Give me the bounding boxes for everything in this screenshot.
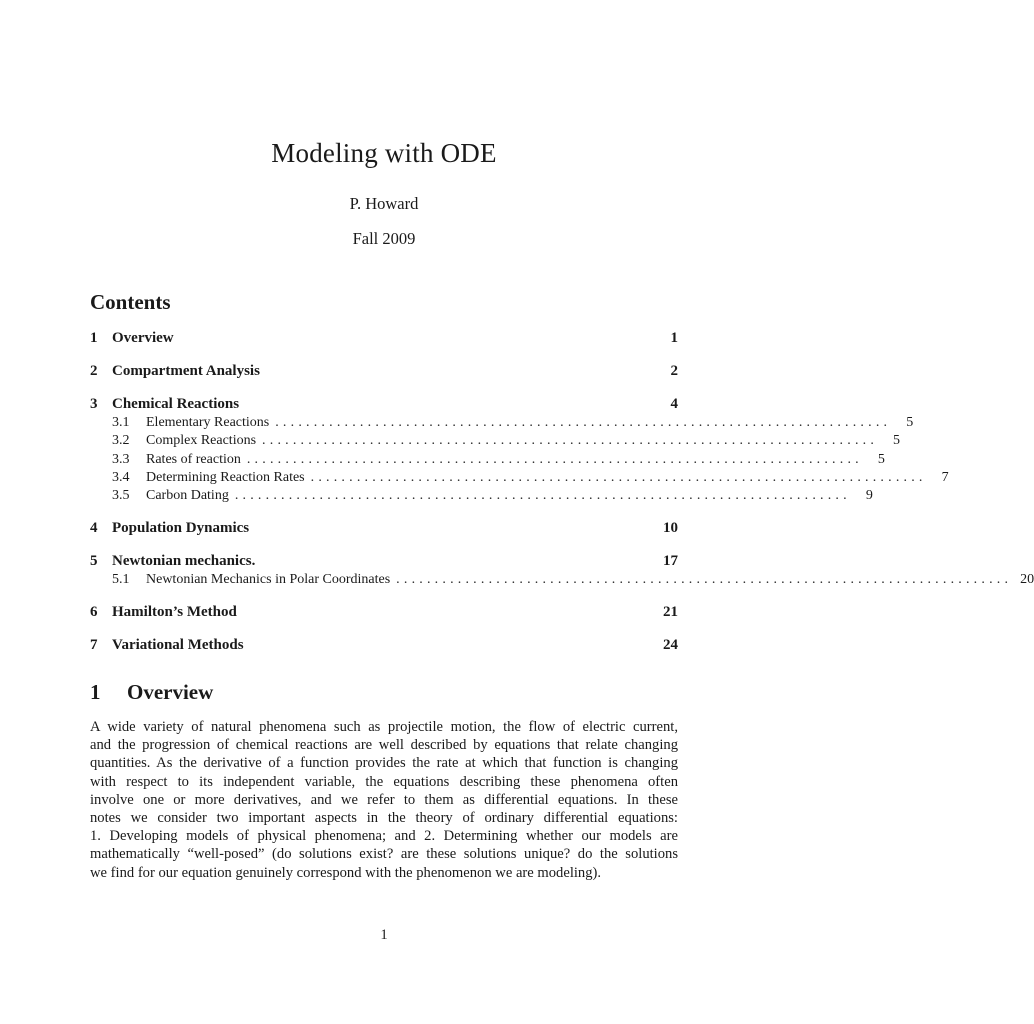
- section-body: [90, 718, 678, 882]
- toc-entry-label: Compartment Analysis: [112, 363, 260, 379]
- paragraph-line: quantities. As the derivative of a function provides the rate at which that function is changing: [90, 755, 678, 772]
- toc-entry-page: 1: [670, 330, 678, 346]
- document-date: Fall 2009: [352, 229, 416, 248]
- toc-entry-number: 3.2: [112, 433, 130, 449]
- toc-leader-dots: ................................................................................: [310, 469, 927, 485]
- toc-entry[interactable]: [90, 415, 914, 435]
- toc-entry[interactable]: [90, 433, 901, 453]
- toc-entry[interactable]: [90, 572, 1034, 592]
- toc-leader-dots: ................................................................................: [396, 572, 1013, 588]
- toc-entry-label: Overview: [112, 330, 174, 346]
- paragraph-line: 1. Developing models of physical phenomena; and 2. Determining whether our models are: [90, 828, 678, 845]
- toc-entry-label: Elementary Reactions: [146, 415, 270, 430]
- toc-entry-label: Chemical Reactions: [112, 396, 240, 412]
- toc-entry-page: 5: [893, 433, 901, 449]
- toc-heading: Contents: [90, 290, 171, 314]
- page-number: 1: [380, 927, 388, 943]
- section-title: Overview: [127, 680, 214, 704]
- paragraph-line: A wide variety of natural phenomena such as projectile motion, the flow of electric current,: [90, 719, 678, 735]
- toc-leader-dots: ................................................................................: [246, 451, 863, 467]
- paragraph-line: mathematically “well-posed” (do solutions exist? are these solutions unique? do the solutions: [90, 846, 678, 863]
- toc-entry-label: Carbon Dating: [146, 488, 229, 504]
- toc-entry-page: 24: [663, 637, 678, 654]
- toc-entry-number: 2: [90, 363, 98, 379]
- toc-entry[interactable]: [90, 604, 678, 624]
- toc-entry-label: Newtonian mechanics.: [112, 553, 256, 570]
- toc-entry[interactable]: [90, 451, 885, 472]
- toc-entry-label: Variational Methods: [112, 637, 244, 654]
- toc-entry-page: 4: [670, 396, 678, 412]
- toc-entry[interactable]: [90, 553, 678, 573]
- toc-entry-number: 3: [90, 396, 98, 412]
- toc-entry-number: 3.3: [112, 451, 130, 467]
- toc-leader-dots: ................................................................................: [275, 415, 892, 430]
- toc-entry-number: 3.4: [112, 469, 130, 485]
- toc-entry-page: 10: [663, 520, 678, 537]
- toc-leader-dots: ................................................................................: [262, 433, 879, 449]
- toc-entry-label: Hamilton’s Method: [112, 604, 237, 621]
- toc-entry[interactable]: [90, 330, 678, 350]
- section-number: 1: [90, 680, 101, 704]
- toc-entry-page: 7: [941, 469, 949, 485]
- toc-entry-number: 3.1: [112, 415, 130, 430]
- paragraph-line: and the progression of chemical reactions are well described by equations that relate changing: [90, 737, 678, 754]
- toc-entry-page: 5: [906, 415, 914, 430]
- paragraph-line: with respect to its independent variable, the equations describing these phenomena often: [90, 773, 678, 790]
- toc-entry-page: 5: [877, 451, 885, 467]
- toc-entry-label: Population Dynamics: [112, 520, 250, 537]
- toc-entry-page: 21: [663, 604, 678, 621]
- toc-entry-page: 17: [663, 553, 678, 570]
- toc-entry-number: 4: [90, 520, 98, 537]
- toc-entry-label: Complex Reactions: [146, 433, 257, 449]
- toc-entry-number: 6: [90, 604, 98, 621]
- toc-entry-number: 5: [90, 553, 98, 570]
- toc-leader-dots: ................................................................................: [234, 488, 851, 504]
- toc-entry-page: 2: [670, 363, 678, 379]
- paragraph-line: notes we consider two important aspects in the theory of ordinary differential equations:: [90, 809, 678, 826]
- toc-entry-number: 5.1: [112, 572, 130, 588]
- toc-entry[interactable]: [90, 520, 678, 540]
- toc-entry-label: Rates of reaction: [146, 451, 241, 467]
- toc-entry[interactable]: [90, 488, 873, 508]
- toc-entry[interactable]: [90, 363, 678, 383]
- toc-entry-label: Determining Reaction Rates: [146, 469, 305, 485]
- paragraph-line: we find for our equation genuinely correspond with the phenomenon we are modeling).: [90, 864, 602, 881]
- toc-entry-page: 9: [865, 488, 873, 504]
- document-author: P. Howard: [349, 194, 419, 213]
- toc-entry-label: Newtonian Mechanics in Polar Coordinates: [146, 572, 391, 588]
- toc-entry[interactable]: [90, 637, 678, 657]
- toc-entry[interactable]: [90, 396, 678, 416]
- toc-entry-number: 7: [90, 637, 98, 654]
- section-heading: [90, 680, 213, 705]
- paragraph-line: involve one or more derivatives, and we refer to them as differential equations. In these: [90, 791, 678, 808]
- toc-entry[interactable]: [90, 469, 949, 490]
- toc-entry-number: 1: [90, 330, 98, 346]
- document-title: Modeling with ODE: [271, 138, 497, 168]
- toc-entry-number: 3.5: [112, 488, 130, 504]
- toc-entry-page: 20: [1020, 572, 1034, 588]
